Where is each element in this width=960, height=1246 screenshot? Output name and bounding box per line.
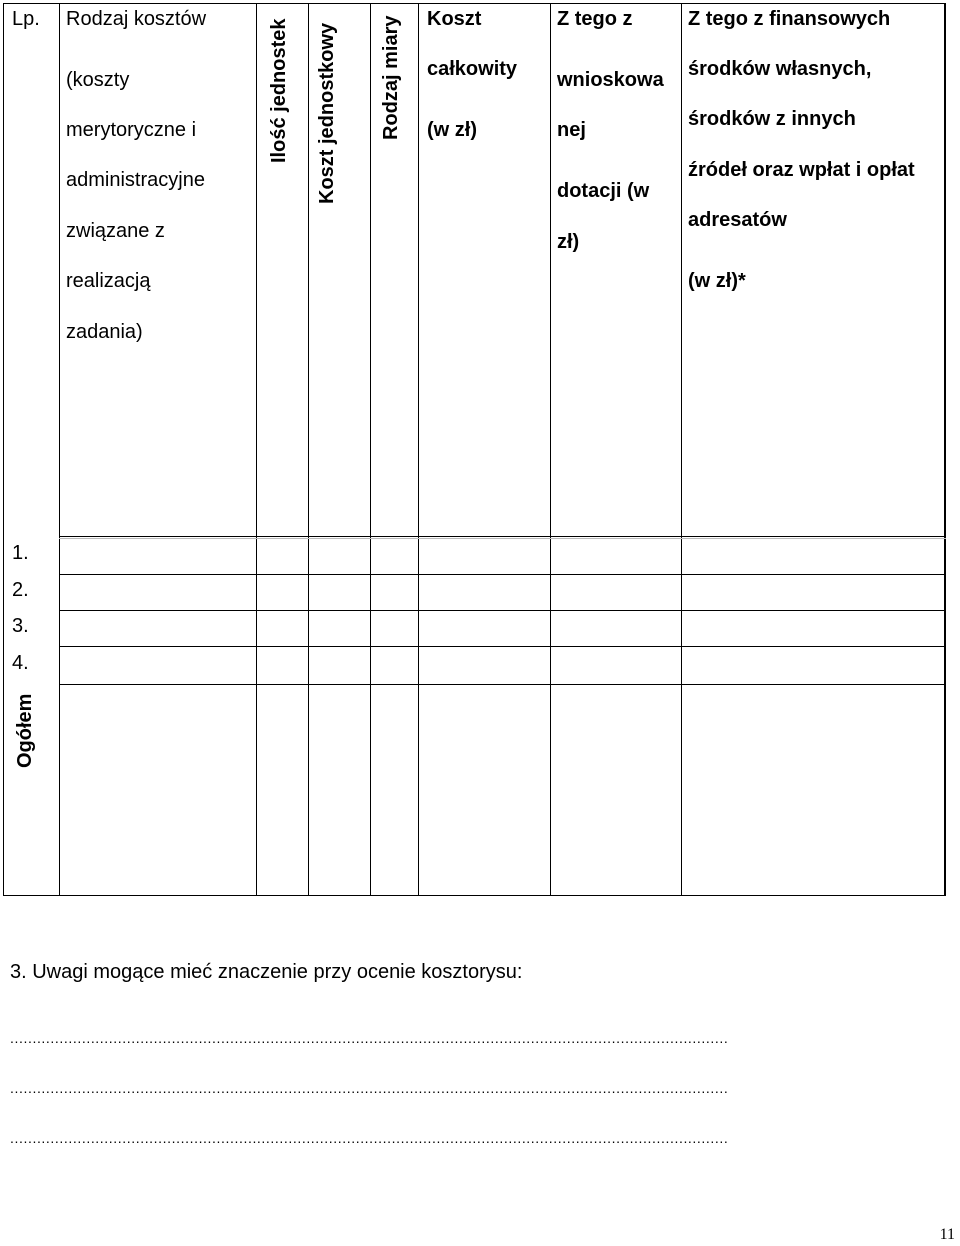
dotted-line: ................................................................................................................................................................ — [10, 1080, 729, 1096]
header-koszt-calkowity: (w zł) — [427, 119, 477, 141]
header-srodki-wlasne: (w zł)* — [688, 270, 746, 292]
col-divider — [370, 3, 371, 896]
total-label: Ogółem — [14, 693, 36, 768]
header-dotacja: Z tego z — [557, 8, 633, 30]
row-divider — [59, 610, 946, 611]
col-divider — [418, 3, 419, 896]
header-koszt-calkowity: Koszt — [427, 8, 482, 30]
header-dotacja: nej — [557, 119, 586, 141]
row-number: 1. — [12, 542, 29, 564]
header-dotacja: zł) — [557, 231, 580, 253]
header-dotacja: dotacji (w — [557, 180, 650, 202]
header-rodzaj-kosztow: (koszty — [66, 69, 130, 91]
remarks-heading: 3. Uwagi mogące mieć znaczenie przy ocenie kosztorysu: — [10, 961, 523, 983]
row-divider — [59, 574, 946, 575]
row-number: 3. — [12, 615, 29, 637]
header-srodki-wlasne: adresatów — [688, 209, 787, 231]
header-srodki-wlasne: Z tego z finansowych — [688, 8, 891, 30]
header-rodzaj-kosztow: administracyjne — [66, 169, 205, 191]
page-number: 11 — [939, 1226, 955, 1243]
header-rodzaj-miary: Rodzaj miary — [380, 15, 402, 140]
col-divider — [550, 3, 551, 896]
header-rodzaj-kosztow: merytoryczne i — [66, 119, 197, 141]
row-number: 2. — [12, 579, 29, 601]
col-divider — [308, 3, 309, 896]
header-srodki-wlasne: środków z innych — [688, 108, 856, 130]
row-divider — [59, 684, 946, 685]
header-rodzaj-kosztow: Rodzaj kosztów — [66, 8, 207, 30]
col-divider — [681, 3, 682, 896]
header-ilosc-jednostek: Ilość jednostek — [268, 18, 290, 163]
dotted-line: ................................................................................................................................................................ — [10, 1030, 729, 1046]
header-srodki-wlasne: źródeł oraz wpłat i opłat — [688, 159, 915, 181]
row-number: 4. — [12, 652, 29, 674]
row-divider — [59, 538, 946, 539]
header-rodzaj-kosztow: związane z — [66, 220, 165, 242]
col-divider — [944, 3, 945, 896]
header-koszt-jednostkowy: Koszt jednostkowy — [316, 22, 338, 204]
header-dotacja: wnioskowa — [557, 69, 664, 91]
col-divider — [256, 3, 257, 896]
col-divider — [59, 3, 60, 896]
row-divider — [59, 646, 946, 647]
row-divider — [59, 536, 946, 537]
header-rodzaj-kosztow: realizacją — [66, 270, 151, 292]
header-rodzaj-kosztow: zadania) — [66, 321, 143, 343]
header-koszt-calkowity: całkowity — [427, 58, 518, 80]
dotted-line: ................................................................................................................................................................ — [10, 1130, 729, 1146]
header-srodki-wlasne: środków własnych, — [688, 58, 872, 80]
header-lp: Lp. — [12, 8, 40, 30]
